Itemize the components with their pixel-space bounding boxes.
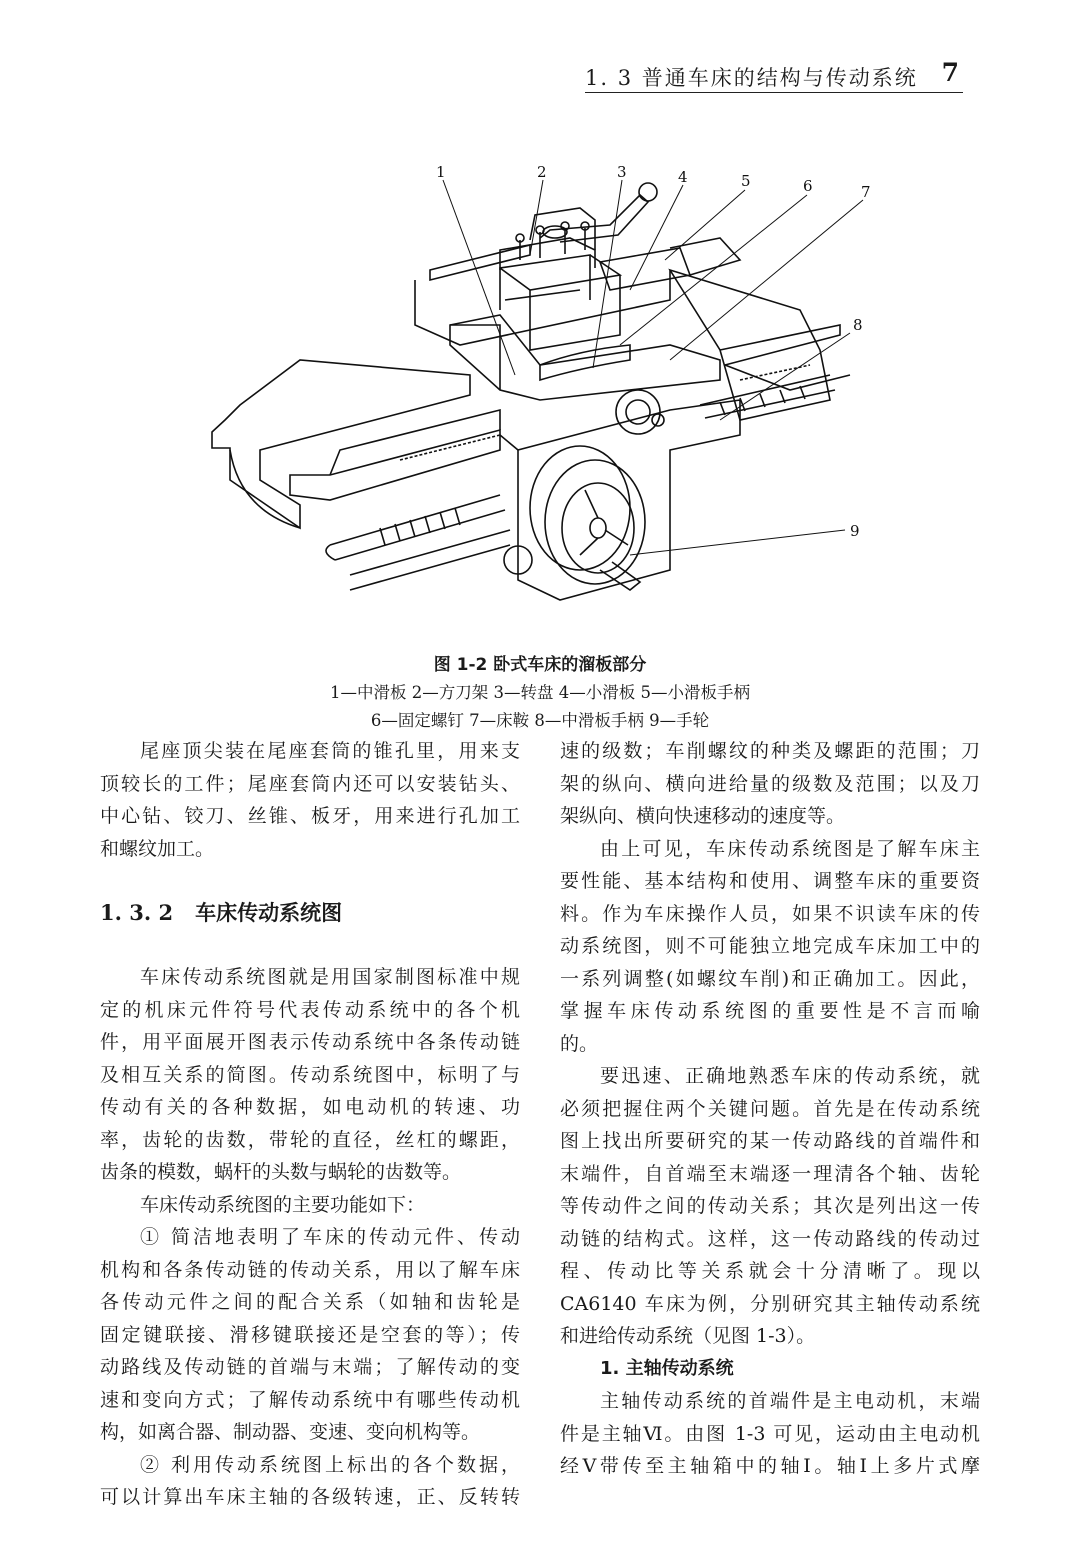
paragraph (100, 735, 520, 865)
callout-1: 1 (436, 163, 446, 181)
callout-6: 6 (803, 177, 813, 195)
text-line: 机构和各条传动链的传动关系，用以了解车床 (100, 1258, 520, 1281)
text-line: 速的级数；车削螺纹的种类及螺距的范围；刀 (560, 740, 980, 762)
callout-2: 2 (537, 163, 547, 181)
callout-4: 4 (678, 168, 688, 186)
figure-legend-line-2: 6—固定螺钉 7—床鞍 8—中滑板手柄 9—手轮 (370, 711, 710, 730)
text-line: 定的机床元件符号代表传动系统中的各个机 (100, 998, 520, 1021)
paragraph (100, 1189, 520, 1222)
text-line: 的。 (560, 1032, 599, 1055)
callout-5: 5 (741, 172, 751, 190)
text-line: 动路线及传动链的首端与末端；了解传动的变 (100, 1356, 520, 1378)
text-line: 要迅速、正确地熟悉车床的传动系统，就 (600, 1065, 980, 1087)
text-line: 料。作为车床操作人员，如果不识读车床的传 (560, 902, 980, 925)
text-line: 必须把握住两个关键问题。首先是在传动系统 (560, 1097, 980, 1120)
text-line: 件是主轴Ⅵ。由图 1-3 可见，运动由主电动机 (560, 1422, 980, 1445)
text-line: 件，用平面展开图表示传动系统中各条传动链 (100, 1031, 520, 1053)
section-heading (100, 865, 520, 961)
page-number: 7 (941, 58, 959, 87)
callout-7: 7 (861, 183, 871, 201)
paragraph (560, 1385, 980, 1483)
text-line: 速和变向方式；了解传动系统中有哪些传动机 (100, 1388, 520, 1411)
paragraph (100, 1221, 520, 1449)
text-line: 末端件，自首端至末端逐一理清各个轴、齿轮 (560, 1162, 980, 1185)
text-line: 程、传动比等关系就会十分清晰了。现以 (560, 1260, 980, 1282)
callout-numbers (436, 163, 871, 540)
section-heading-text: 车床传动系统图 (195, 901, 343, 925)
text-line: 构，如离合器、制动器、变速、变向机构等。 (100, 1421, 481, 1443)
text-line: 等传动件之间的传动关系；其次是列出这一传 (560, 1195, 980, 1217)
text-line: 中心钻、铰刀、丝锥、板牙，用来进行孔加工 (100, 805, 520, 827)
text-line: 由上可见，车床传动系统图是了解车床主 (600, 837, 980, 860)
text-line: 车床传动系统图就是用国家制图标准中规 (140, 966, 520, 988)
text-line: 经Ⅴ带传至主轴箱中的轴Ⅰ。轴Ⅰ上多片式摩 (560, 1455, 980, 1477)
paragraph (560, 833, 980, 1061)
text-line: 和进给传动系统（见图 1-3）。 (560, 1325, 816, 1347)
text-line: 主轴传动系统的首端件是主电动机，末端 (600, 1390, 980, 1412)
callout-8: 8 (853, 316, 863, 334)
paragraph (100, 1449, 520, 1514)
text-line: 各传动元件之间的配合关系（如轴和齿轮是 (100, 1291, 520, 1313)
subsection-heading: 1. 主轴传动系统 (600, 1357, 734, 1379)
paragraph (560, 735, 980, 833)
lathe-bed-drawing (212, 183, 850, 600)
text-line: 掌握车床传动系统图的重要性是不言而喻 (560, 1000, 980, 1022)
text-line: 传动有关的各种数据，如电动机的转速、功 (100, 1096, 520, 1118)
text-line: ① 简洁地表明了车床的传动元件、传动 (140, 1226, 520, 1248)
text-line: 动链的结构式。这样，这一传动路线的传动过 (560, 1227, 980, 1250)
paragraph (100, 961, 520, 1189)
paragraph (560, 1060, 980, 1353)
text-line: 齿条的模数，蜗杆的头数与蜗轮的齿数等。 (100, 1161, 462, 1183)
text-line: 尾座顶尖装在尾座套筒的锥孔里，用来支 (140, 740, 520, 762)
callout-3: 3 (617, 163, 627, 181)
text-line: 一系列调整(如螺纹车削)和正确加工。因此， (560, 967, 980, 990)
text-line: 架的纵向、横向进给量的级数及范围；以及刀 (560, 772, 980, 795)
text-line: 及相互关系的简图。传动系统图中，标明了与 (100, 1063, 520, 1086)
figure-title: 图 1-2 卧式车床的溜板部分 (433, 655, 647, 675)
right-column (560, 735, 980, 1483)
figure-legend-line-1: 1—中滑板 2—方刀架 3—转盘 4—小滑板 5—小滑板手柄 (330, 683, 750, 702)
text-line: 图上找出所要研究的某一传动路线的首端件和 (560, 1130, 980, 1152)
text-line: 可以计算出车床主轴的各级转速，正、反转转 (100, 1486, 520, 1508)
text-line: 架纵向、横向快速移动的速度等。 (560, 805, 846, 827)
text-line: 车床传动系统图的主要功能如下： (140, 1193, 426, 1216)
section-number: 1. 3. 2 (100, 900, 174, 925)
text-line: 顶较长的工件；尾座套筒内还可以安装钻头、 (100, 772, 520, 795)
text-line: 固定键联接、滑移键联接还是空套的等）；传 (100, 1323, 520, 1346)
text-line: 要性能、基本结构和使用、调整车床的重要资 (560, 870, 980, 892)
text-line: 和螺纹加工。 (100, 837, 215, 860)
running-header (585, 60, 963, 93)
section-title: 1. 3 普通车床的结构与传动系统 (585, 66, 918, 90)
left-column (100, 735, 520, 1514)
text-line: 动系统图，则不可能独立地完成车床加工中的 (560, 935, 980, 957)
text-line: ② 利用传动系统图上标出的各个数据， (140, 1453, 520, 1476)
text-line: CA6140 车床为例，分别研究其主轴传动系统 (560, 1292, 980, 1315)
text-line: 率，齿轮的齿数，带轮的直径，丝杠的螺距， (100, 1128, 520, 1151)
figure-lathe-apron (200, 150, 880, 630)
callout-9: 9 (850, 522, 860, 540)
